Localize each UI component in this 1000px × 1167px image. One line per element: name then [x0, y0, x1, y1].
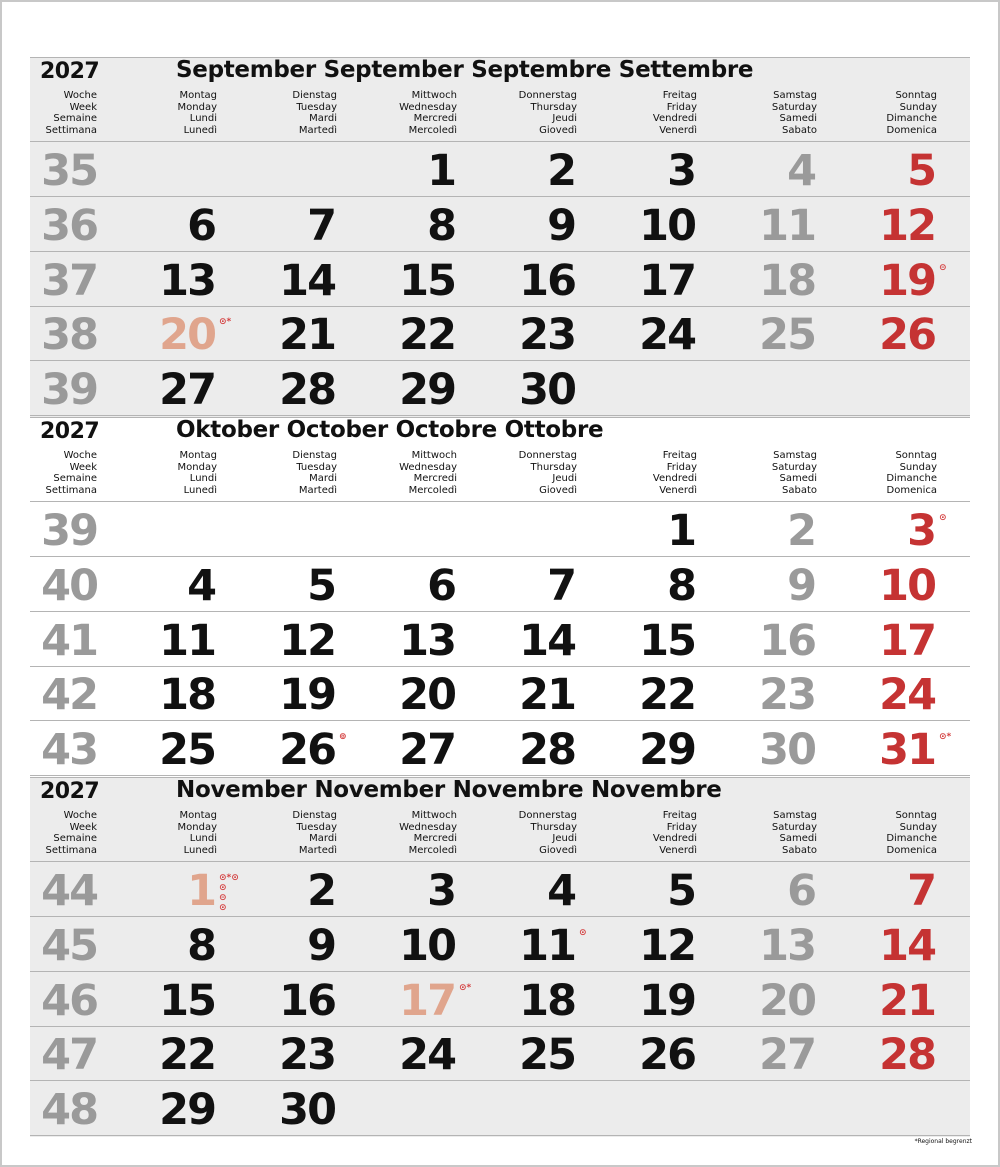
day-header	[477, 810, 577, 856]
day-header-label: Dienstag	[292, 90, 337, 101]
day-header-label: Wednesday	[399, 821, 457, 833]
year-label: 2027	[40, 419, 100, 444]
day-header-label: Sabato	[782, 124, 817, 136]
day-header-label: Wednesday	[399, 461, 457, 473]
day-number: 24	[639, 310, 695, 361]
day-number: 11	[159, 615, 215, 666]
day-header-label: Dienstag	[292, 810, 337, 821]
day-header-label: Jeudi	[552, 473, 577, 485]
day-number: 23	[279, 1030, 335, 1081]
week-number: 37	[41, 255, 97, 306]
holiday-marker-icon: ⊙*	[459, 982, 472, 993]
month-block	[30, 57, 970, 417]
day-header-label: Sabato	[782, 484, 817, 496]
week-row	[30, 361, 970, 415]
day-header-label: Donnerstag	[518, 450, 577, 461]
day-header-label: Sunday	[899, 461, 937, 473]
day-header-label: Giovedì	[539, 124, 577, 136]
day-header	[837, 810, 937, 856]
day-header-label: Mittwoch	[411, 450, 457, 461]
holiday-marker-icon: ⊙	[579, 927, 587, 938]
day-number: 15	[159, 975, 215, 1026]
day-number: 22	[399, 310, 455, 361]
day-header	[597, 810, 697, 856]
day-header-label: Montag	[179, 450, 217, 461]
day-header-label: Mardi	[309, 833, 337, 845]
day-header-label: Dienstag	[292, 450, 337, 461]
day-number: 6	[787, 866, 815, 916]
day-header-label: Mercredi	[413, 473, 457, 485]
day-header-label: Friday	[666, 821, 697, 833]
day-number: 5	[307, 560, 335, 611]
day-header-label: Donnerstag	[518, 90, 577, 101]
day-number: 20	[759, 975, 815, 1026]
day-number: 27	[399, 725, 455, 776]
day-number: 1	[427, 146, 455, 196]
day-header	[117, 450, 217, 496]
day-header-label: Lunedì	[183, 124, 217, 136]
holiday-marker-icon: ⊚	[339, 732, 347, 743]
day-number: 23	[519, 310, 575, 361]
day-header-label: Mercredi	[413, 833, 457, 845]
week-number: 39	[41, 365, 97, 416]
week-number: 42	[41, 670, 97, 721]
day-number: 5	[907, 146, 935, 196]
day-header	[477, 450, 577, 496]
day-number: 11	[759, 200, 815, 251]
day-header-label: Montag	[179, 810, 217, 821]
day-number: 29	[159, 1085, 215, 1136]
day-number: 14	[279, 255, 335, 306]
day-number: 8	[427, 200, 455, 251]
week-number: 46	[41, 975, 97, 1026]
day-number: 6	[187, 200, 215, 251]
day-header	[597, 90, 697, 136]
day-header	[477, 90, 577, 136]
day-header-label: Thursday	[530, 821, 577, 833]
day-header-label: Samedi	[779, 113, 817, 125]
day-number: 8	[667, 560, 695, 611]
week-header	[30, 810, 97, 856]
day-number: 13	[759, 920, 815, 971]
day-number: 1	[187, 866, 215, 916]
week-header-label: Week	[69, 821, 97, 833]
day-number: 9	[547, 200, 575, 251]
day-number: 3	[427, 866, 455, 916]
day-number: 4	[787, 146, 815, 196]
week-row	[30, 142, 970, 196]
year-label: 2027	[40, 59, 100, 84]
day-header-label: Friday	[666, 101, 697, 113]
day-header	[117, 90, 217, 136]
week-header-label: Settimana	[45, 484, 97, 496]
day-header-label: Freitag	[662, 810, 697, 821]
day-number: 16	[279, 975, 335, 1026]
week-row	[30, 1026, 970, 1080]
day-number: 29	[399, 365, 455, 416]
week-row	[30, 862, 970, 916]
day-header-label: Mercoledì	[408, 844, 457, 856]
day-header-label: Giovedì	[539, 844, 577, 856]
day-header-label: Sunday	[899, 101, 937, 113]
day-number: 17	[879, 615, 935, 666]
day-header-label: Samstag	[773, 450, 817, 461]
day-header-label: Samedi	[779, 833, 817, 845]
day-number: 2	[547, 146, 575, 196]
week-row	[30, 557, 970, 611]
day-number: 13	[159, 255, 215, 306]
day-header-label: Mardi	[309, 113, 337, 125]
day-header-label: Martedì	[298, 484, 337, 496]
day-header	[117, 810, 217, 856]
week-number: 35	[41, 146, 97, 196]
day-number: 2	[787, 506, 815, 556]
day-number: 18	[159, 670, 215, 721]
week-row	[30, 721, 970, 775]
day-number: 17	[399, 975, 455, 1026]
day-header-label: Saturday	[771, 461, 817, 473]
month-title: September September Septembre Settembre	[176, 57, 754, 83]
day-number: 25	[159, 725, 215, 776]
week-header-label: Woche	[63, 810, 97, 821]
week-header-label: Week	[69, 101, 97, 113]
day-header-label: Lunedì	[183, 844, 217, 856]
day-number: 9	[307, 920, 335, 971]
day-number: 14	[879, 920, 935, 971]
day-header-label: Mercredi	[413, 113, 457, 125]
day-number: 21	[879, 975, 935, 1026]
day-header	[717, 90, 817, 136]
day-number: 2	[307, 866, 335, 916]
day-number: 20	[159, 310, 215, 361]
day-number: 19	[879, 255, 935, 306]
day-number: 5	[667, 866, 695, 916]
day-header-label: Sonntag	[895, 90, 937, 101]
week-number: 48	[41, 1085, 97, 1136]
day-number: 24	[879, 670, 935, 721]
day-header-label: Samstag	[773, 90, 817, 101]
day-number: 12	[879, 200, 935, 251]
day-number: 21	[279, 310, 335, 361]
month-block	[30, 777, 970, 1137]
day-header-label: Martedì	[298, 844, 337, 856]
week-row	[30, 502, 970, 556]
day-number: 4	[547, 866, 575, 916]
day-header	[237, 90, 337, 136]
day-number: 28	[519, 725, 575, 776]
day-number: 7	[547, 560, 575, 611]
day-number: 19	[639, 975, 695, 1026]
day-header-label: Monday	[177, 101, 217, 113]
day-header-label: Giovedì	[539, 484, 577, 496]
day-header-label: Freitag	[662, 450, 697, 461]
day-header-label: Saturday	[771, 101, 817, 113]
day-number: 1	[667, 506, 695, 556]
day-number: 15	[639, 615, 695, 666]
day-header	[717, 450, 817, 496]
week-header-label: Week	[69, 461, 97, 473]
day-header-label: Mittwoch	[411, 90, 457, 101]
day-header-label: Mercoledì	[408, 124, 457, 136]
day-number: 13	[399, 615, 455, 666]
day-header-label: Montag	[179, 90, 217, 101]
day-header-label: Jeudi	[552, 833, 577, 845]
week-header-label: Woche	[63, 450, 97, 461]
day-header-label: Wednesday	[399, 101, 457, 113]
day-header	[357, 90, 457, 136]
week-row	[30, 306, 970, 360]
week-row	[30, 666, 970, 720]
day-number: 27	[759, 1030, 815, 1081]
week-header-label: Settimana	[45, 844, 97, 856]
day-number: 30	[519, 365, 575, 416]
day-header	[237, 450, 337, 496]
day-header-label: Mittwoch	[411, 810, 457, 821]
month-block	[30, 417, 970, 777]
divider	[30, 1135, 970, 1136]
day-header-label: Venerdì	[659, 124, 697, 136]
week-number: 40	[41, 560, 97, 611]
day-header-label: Domenica	[886, 844, 937, 856]
day-number: 8	[187, 920, 215, 971]
day-header-label: Samedi	[779, 473, 817, 485]
day-header-label: Dimanche	[886, 473, 937, 485]
day-header	[597, 450, 697, 496]
day-number: 17	[639, 255, 695, 306]
year-label: 2027	[40, 779, 100, 804]
day-header-label: Friday	[666, 461, 697, 473]
day-header-label: Monday	[177, 461, 217, 473]
day-number: 31	[879, 725, 935, 776]
day-number: 22	[639, 670, 695, 721]
day-header-label: Tuesday	[296, 821, 337, 833]
holiday-marker-icon: ⊙	[939, 513, 947, 523]
day-number: 27	[159, 365, 215, 416]
week-row	[30, 197, 970, 251]
day-header-label: Samstag	[773, 810, 817, 821]
week-row	[30, 612, 970, 666]
month-title: November November Novembre Novembre	[176, 777, 722, 803]
day-header-label: Venerdì	[659, 484, 697, 496]
day-number: 20	[399, 670, 455, 721]
day-header-label: Jeudi	[552, 113, 577, 125]
day-header-label: Lundi	[189, 833, 217, 845]
day-number: 26	[279, 725, 335, 776]
week-header-label: Semaine	[53, 113, 97, 125]
day-header-label: Lundi	[189, 473, 217, 485]
day-number: 12	[279, 615, 335, 666]
day-number: 26	[639, 1030, 695, 1081]
day-number: 6	[427, 560, 455, 611]
day-number: 29	[639, 725, 695, 776]
week-number: 39	[41, 506, 97, 556]
day-number: 30	[759, 725, 815, 776]
day-number: 10	[399, 920, 455, 971]
day-header-label: Tuesday	[296, 461, 337, 473]
week-number: 45	[41, 920, 97, 971]
week-header	[30, 90, 97, 136]
day-number: 19	[279, 670, 335, 721]
week-number: 44	[41, 866, 97, 916]
holiday-marker-icon: ⊙*	[219, 317, 232, 328]
day-number: 10	[639, 200, 695, 251]
week-number: 36	[41, 200, 97, 251]
holiday-marker-icon: ⊙*⊙ ⊙ ⊝ ⊙	[219, 873, 239, 913]
day-header-label: Dimanche	[886, 833, 937, 845]
day-number: 16	[519, 255, 575, 306]
day-header-label: Mercoledì	[408, 484, 457, 496]
day-number: 25	[519, 1030, 575, 1081]
week-row	[30, 1081, 970, 1135]
day-header-label: Lundi	[189, 113, 217, 125]
week-header-label: Settimana	[45, 124, 97, 136]
day-number: 14	[519, 615, 575, 666]
day-header	[837, 450, 937, 496]
day-header-label: Vendredi	[652, 113, 697, 125]
day-number: 26	[879, 310, 935, 361]
day-number: 10	[879, 560, 935, 611]
week-header-label: Woche	[63, 90, 97, 101]
day-number: 16	[759, 615, 815, 666]
day-number: 24	[399, 1030, 455, 1081]
week-number: 41	[41, 615, 97, 666]
day-header-label: Lunedì	[183, 484, 217, 496]
month-title: Oktober October Octobre Ottobre	[176, 417, 604, 443]
day-header-label: Domenica	[886, 484, 937, 496]
day-header	[237, 810, 337, 856]
week-row	[30, 917, 970, 971]
day-number: 15	[399, 255, 455, 306]
day-number: 7	[307, 200, 335, 251]
day-header-label: Martedì	[298, 124, 337, 136]
day-header-label: Sonntag	[895, 810, 937, 821]
day-header-label: Domenica	[886, 124, 937, 136]
day-number: 18	[759, 255, 815, 306]
day-number: 11	[519, 920, 575, 971]
day-header-label: Donnerstag	[518, 810, 577, 821]
day-number: 3	[667, 146, 695, 196]
day-header-label: Sunday	[899, 821, 937, 833]
day-header-label: Mardi	[309, 473, 337, 485]
day-number: 22	[159, 1030, 215, 1081]
day-number: 28	[879, 1030, 935, 1081]
week-number: 47	[41, 1030, 97, 1081]
week-row	[30, 252, 970, 306]
day-header	[717, 810, 817, 856]
day-header-label: Venerdì	[659, 844, 697, 856]
holiday-marker-icon: ⊝	[939, 262, 947, 273]
day-header	[357, 810, 457, 856]
day-header	[357, 450, 457, 496]
day-header-label: Freitag	[662, 90, 697, 101]
day-number: 4	[187, 560, 215, 611]
footnote-regional: *Regional begrenzt	[914, 1138, 972, 1145]
day-header-label: Saturday	[771, 821, 817, 833]
day-header-label: Thursday	[530, 461, 577, 473]
week-header	[30, 450, 97, 496]
day-header-label: Vendredi	[652, 833, 697, 845]
holiday-marker-icon: ⊙*	[939, 732, 952, 743]
day-number: 25	[759, 310, 815, 361]
week-number: 43	[41, 725, 97, 776]
day-number: 12	[639, 920, 695, 971]
day-number: 30	[279, 1085, 335, 1136]
week-number: 38	[41, 310, 97, 361]
day-number: 21	[519, 670, 575, 721]
day-number: 9	[787, 560, 815, 611]
day-header-label: Vendredi	[652, 473, 697, 485]
day-number: 7	[907, 866, 935, 916]
day-header-label: Monday	[177, 821, 217, 833]
day-header-label: Sabato	[782, 844, 817, 856]
day-header-label: Sonntag	[895, 450, 937, 461]
day-header	[837, 90, 937, 136]
week-header-label: Semaine	[53, 833, 97, 845]
day-number: 28	[279, 365, 335, 416]
day-number: 3	[907, 506, 935, 556]
week-header-label: Semaine	[53, 473, 97, 485]
day-number: 18	[519, 975, 575, 1026]
day-header-label: Thursday	[530, 101, 577, 113]
day-number: 23	[759, 670, 815, 721]
week-row	[30, 972, 970, 1026]
day-header-label: Dimanche	[886, 113, 937, 125]
day-header-label: Tuesday	[296, 101, 337, 113]
